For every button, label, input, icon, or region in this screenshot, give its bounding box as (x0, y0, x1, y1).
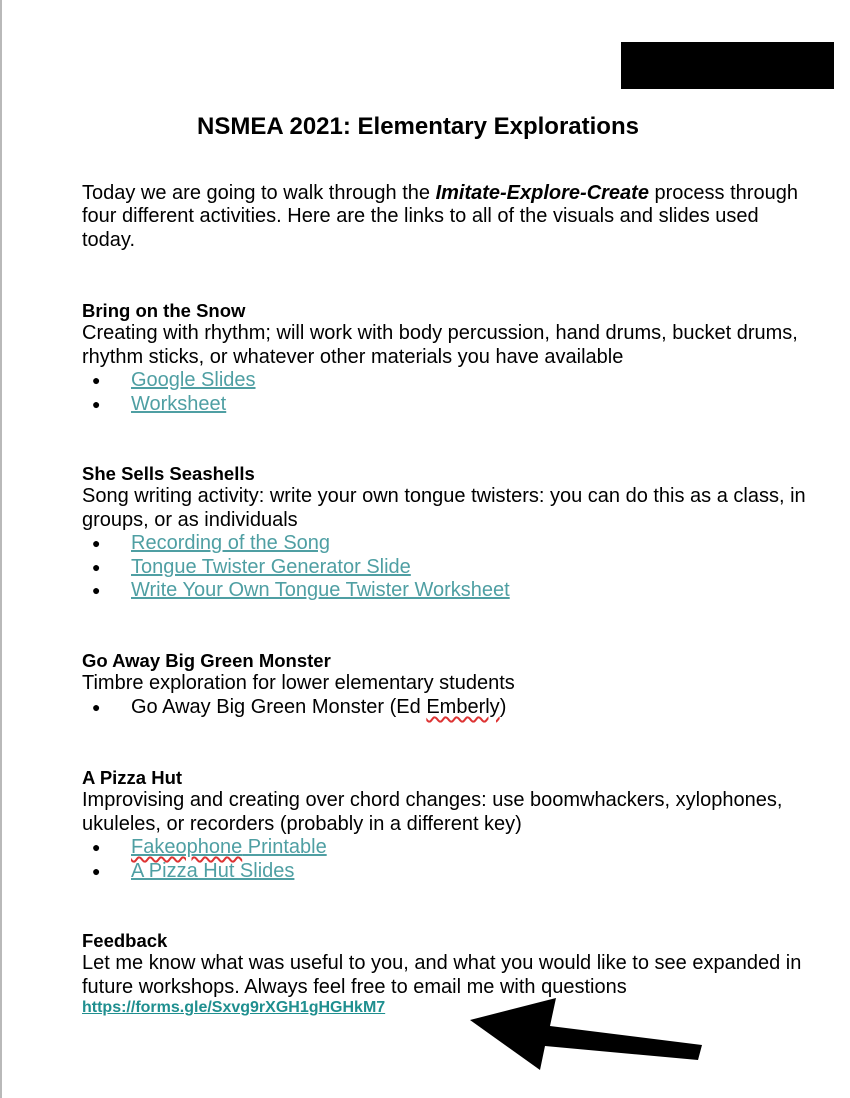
page-edge (0, 0, 2, 1098)
feedback-form-link[interactable]: https://forms.gle/Sxvg9rXGH1gHGHkM7 (82, 999, 386, 1017)
spellcheck-flagged-word: Fakeophone (131, 836, 243, 859)
fakeophone-printable-link[interactable] (131, 836, 327, 858)
document-title: NSMEA 2021: Elementary Explorations (197, 113, 639, 140)
section-description: Timbre exploration for lower elementary students (82, 672, 515, 695)
book-title-end: ) (499, 695, 507, 718)
tongue-twister-worksheet-link[interactable]: Write Your Own Tongue Twister Worksheet (131, 579, 510, 602)
section-a-pizza-hut (82, 766, 812, 883)
section-description: Creating with rhythm; will work with body percussion, hand drums, bucket drums, rhythm sticks, or whatever other materials you have available (82, 322, 798, 368)
link-list (82, 696, 812, 719)
section-heading: Bring on the Snow (82, 300, 246, 321)
intro-text-end: process through four different activities. Here are the links to all of the visuals and slides used today. (82, 182, 798, 251)
section-she-sells-seashells (82, 462, 812, 602)
section-heading: Feedback (82, 930, 168, 951)
list-item (82, 369, 812, 392)
recording-link[interactable]: Recording of the Song (131, 532, 331, 555)
section-description: Song writing activity: write your own tongue twisters: you can do this as a class, in groups, or as individuals (82, 485, 806, 531)
section-go-away-big-green-monster (82, 649, 812, 719)
list-item (82, 532, 812, 555)
list-item (82, 836, 812, 859)
redaction-box (621, 42, 834, 89)
list-item (82, 696, 812, 719)
section-heading: She Sells Seashells (82, 463, 255, 484)
generator-slide-link[interactable]: Tongue Twister Generator Slide (131, 555, 411, 578)
list-item (82, 579, 812, 602)
intro-paragraph (82, 182, 802, 252)
link-list (82, 836, 812, 883)
list-item (82, 860, 812, 883)
link-text: Printable (242, 836, 327, 859)
link-list (82, 532, 812, 602)
section-heading: Go Away Big Green Monster (82, 650, 331, 671)
section-description: Improvising and creating over chord changes: use boomwhackers, xylophones, ukuleles, or recorders (probably in a different key) (82, 789, 783, 835)
worksheet-link[interactable]: Worksheet (131, 392, 227, 415)
google-slides-link[interactable]: Google Slides (131, 369, 256, 392)
section-bring-on-the-snow (82, 299, 812, 416)
pizza-hut-slides-link[interactable]: A Pizza Hut Slides (131, 859, 295, 882)
intro-emphasis: Imitate-Explore-Create (435, 182, 649, 204)
list-item (82, 556, 812, 579)
section-heading: A Pizza Hut (82, 767, 183, 788)
intro-text-start: Today we are going to walk through the (82, 182, 436, 204)
list-item (82, 393, 812, 416)
section-description: Let me know what was useful to you, and what you would like to see expanded in future workshops. Always feel free to email me with questions (82, 952, 802, 998)
spellcheck-flagged-word: Emberly (426, 695, 500, 718)
arrow-icon (470, 990, 710, 1080)
book-title: Go Away Big Green Monster (Ed (131, 695, 427, 718)
link-list (82, 369, 812, 416)
